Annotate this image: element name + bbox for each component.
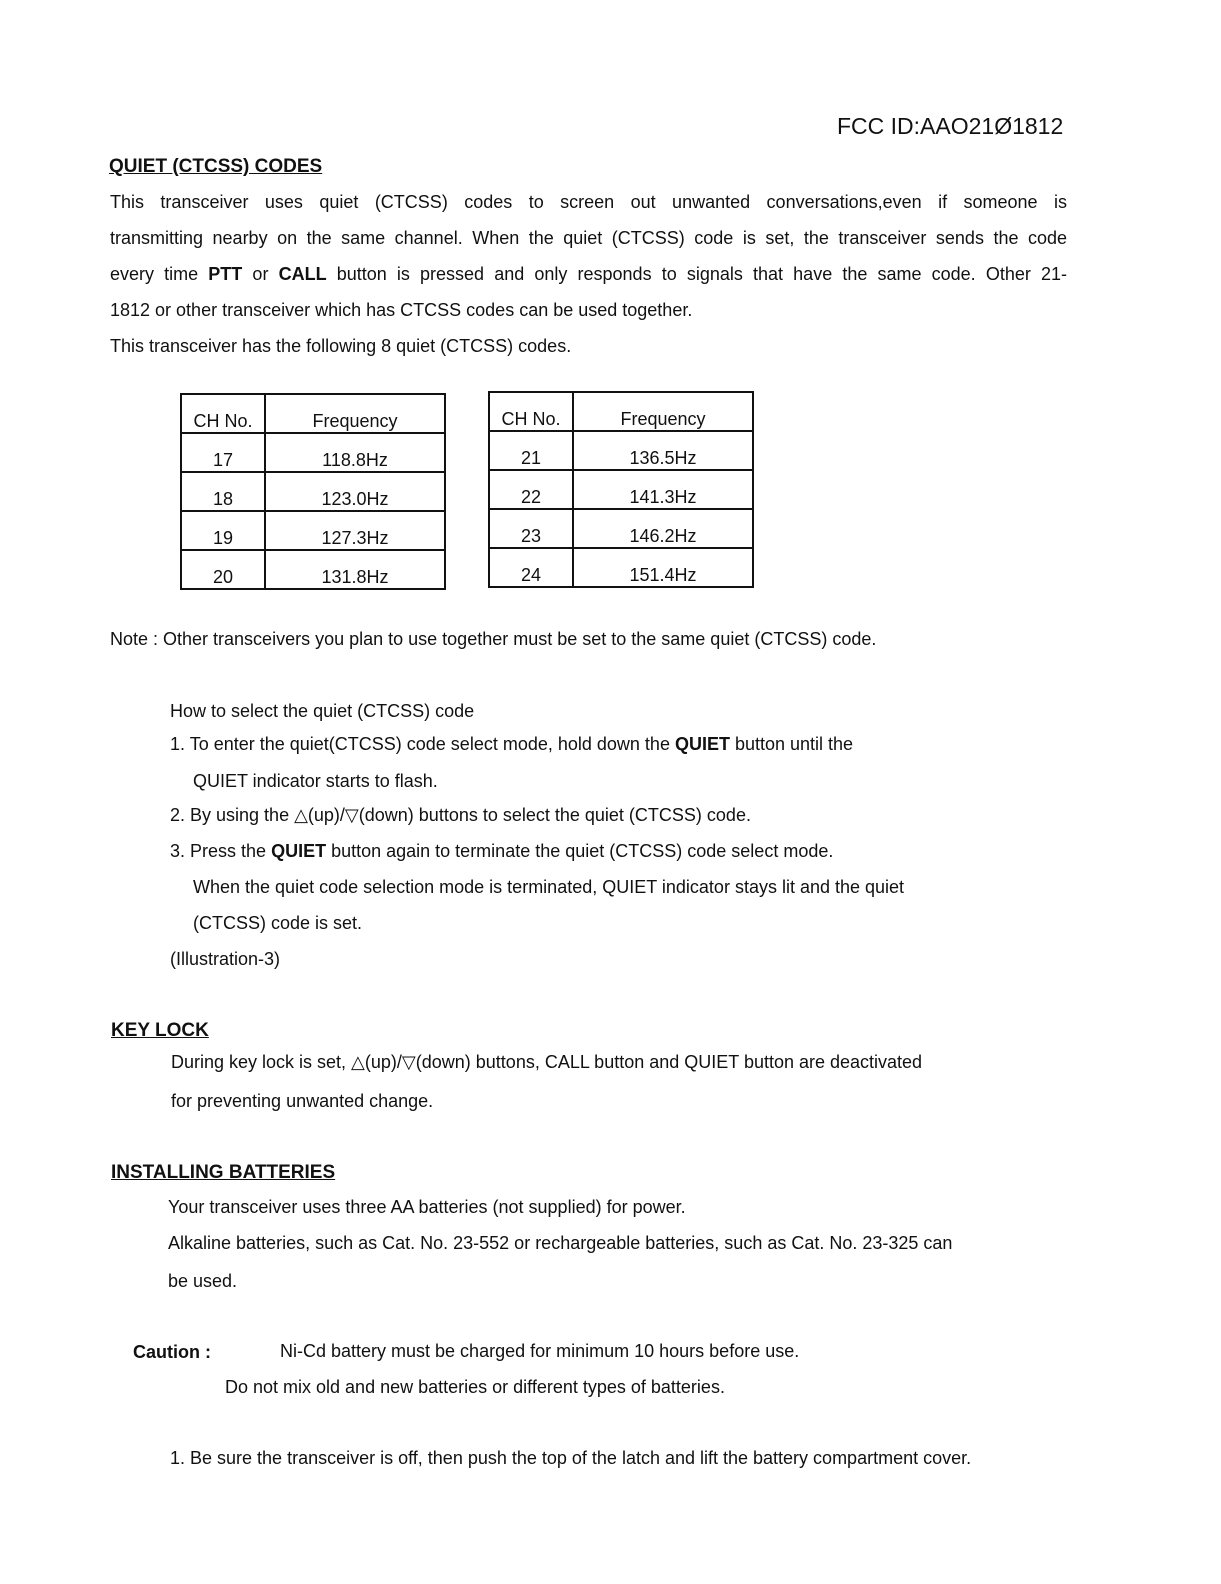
table-row: [181, 511, 445, 550]
caution-label: Caution :: [133, 1342, 211, 1362]
step-3-line2: When the quiet code selection mode is terminated, QUIET indicator stays lit and the quiet: [193, 877, 905, 897]
ch-cell: 19: [181, 511, 265, 550]
col-header-ch: CH No.: [489, 392, 573, 431]
ch-cell: 23: [489, 509, 573, 548]
frequency-cell: 141.3Hz: [573, 470, 753, 509]
intro-text-c: button is pressed and only responds to signals that have the same code. Other 21-: [326, 264, 1067, 284]
intro-text-b: or: [242, 264, 279, 284]
fcc-id: FCC ID:AAO21Ø1812: [837, 113, 1064, 139]
table-header-row: [181, 394, 445, 433]
table-row: [489, 509, 753, 548]
col-header-frequency: Frequency: [265, 394, 445, 433]
table-row: [489, 470, 753, 509]
step-2: 2. By using the △(up)/▽(down) buttons to select the quiet (CTCSS) code.: [170, 805, 751, 825]
step1-text-b: button until the: [729, 734, 854, 754]
batteries-heading: INSTALLING BATTERIES: [111, 1162, 336, 1183]
keylock-line1: During key lock is set, △(up)/▽(down) buttons, CALL button and QUIET button are deactivated: [171, 1052, 923, 1072]
ch-cell: 21: [489, 431, 573, 470]
table-header-row: [489, 392, 753, 431]
frequency-cell: 123.0Hz: [265, 472, 445, 511]
quiet-intro-line5: This transceiver has the following 8 quiet (CTCSS) codes.: [110, 336, 572, 356]
quiet-intro-line1: This transceiver uses quiet (CTCSS) codes to screen out unwanted conversations,even if someone is: [110, 192, 1067, 212]
keylock-line2: for preventing unwanted change.: [171, 1091, 434, 1111]
frequency-cell: 136.5Hz: [573, 431, 753, 470]
frequency-cell: 118.8Hz: [265, 433, 445, 472]
table-row: [181, 472, 445, 511]
quiet-intro-line2: transmitting nearby on the same channel. When the quiet (CTCSS) code is set, the transceiver sends the code: [110, 228, 1067, 248]
quiet-button-word: QUIET: [674, 734, 730, 754]
step-1: [170, 734, 853, 755]
step-1-line2: QUIET indicator starts to flash.: [193, 771, 438, 791]
step3-text-b: button again to terminate the quiet (CTCSS) code select mode.: [326, 841, 834, 861]
frequency-cell: 127.3Hz: [265, 511, 445, 550]
ch-cell: 18: [181, 472, 265, 511]
quiet-button-word: QUIET: [271, 841, 327, 861]
batteries-line1: Your transceiver uses three AA batteries (not supplied) for power.: [168, 1197, 686, 1217]
call-word: CALL: [278, 264, 327, 284]
caution-line1: Ni-Cd battery must be charged for minimum 10 hours before use.: [280, 1341, 800, 1361]
illustration-ref: (Illustration-3): [170, 949, 281, 969]
ch-cell: 22: [489, 470, 573, 509]
quiet-intro-line3: [110, 256, 1067, 292]
frequency-cell: 151.4Hz: [573, 548, 753, 587]
col-header-ch: CH No.: [181, 394, 265, 433]
step1-text-a: 1. To enter the quiet(CTCSS) code select mode, hold down the: [170, 734, 675, 754]
table-row: [181, 550, 445, 589]
batteries-line3: be used.: [168, 1271, 238, 1291]
ctcss-table-left: [180, 393, 446, 590]
step3-text-a: 3. Press the: [170, 841, 272, 861]
note-text: Note : Other transceivers you plan to use together must be set to the same quiet (CTCSS) code.: [110, 629, 877, 649]
howto-title: How to select the quiet (CTCSS) code: [170, 701, 475, 721]
keylock-heading: KEY LOCK: [111, 1020, 209, 1041]
intro-text-a: every time: [110, 264, 209, 284]
frequency-cell: 131.8Hz: [265, 550, 445, 589]
table-row: [489, 431, 753, 470]
quiet-intro-line4: 1812 or other transceiver which has CTCSS codes can be used together.: [110, 300, 693, 320]
step-3: [170, 841, 833, 862]
ptt-word: PTT: [208, 264, 243, 284]
frequency-cell: 146.2Hz: [573, 509, 753, 548]
batteries-step1: 1. Be sure the transceiver is off, then push the top of the latch and lift the battery compartment cover.: [170, 1448, 972, 1468]
quiet-heading: QUIET (CTCSS) CODES: [109, 156, 323, 177]
batteries-line2: Alkaline batteries, such as Cat. No. 23-552 or rechargeable batteries, such as Cat. No. 23-325 can: [168, 1233, 953, 1253]
col-header-frequency: Frequency: [573, 392, 753, 431]
ch-cell: 17: [181, 433, 265, 472]
ctcss-table-right: [488, 391, 754, 588]
step-3-line3: (CTCSS) code is set.: [193, 913, 363, 933]
ch-cell: 20: [181, 550, 265, 589]
table-row: [489, 548, 753, 587]
caution-line2: Do not mix old and new batteries or different types of batteries.: [225, 1377, 725, 1397]
table-row: [181, 433, 445, 472]
ch-cell: 24: [489, 548, 573, 587]
